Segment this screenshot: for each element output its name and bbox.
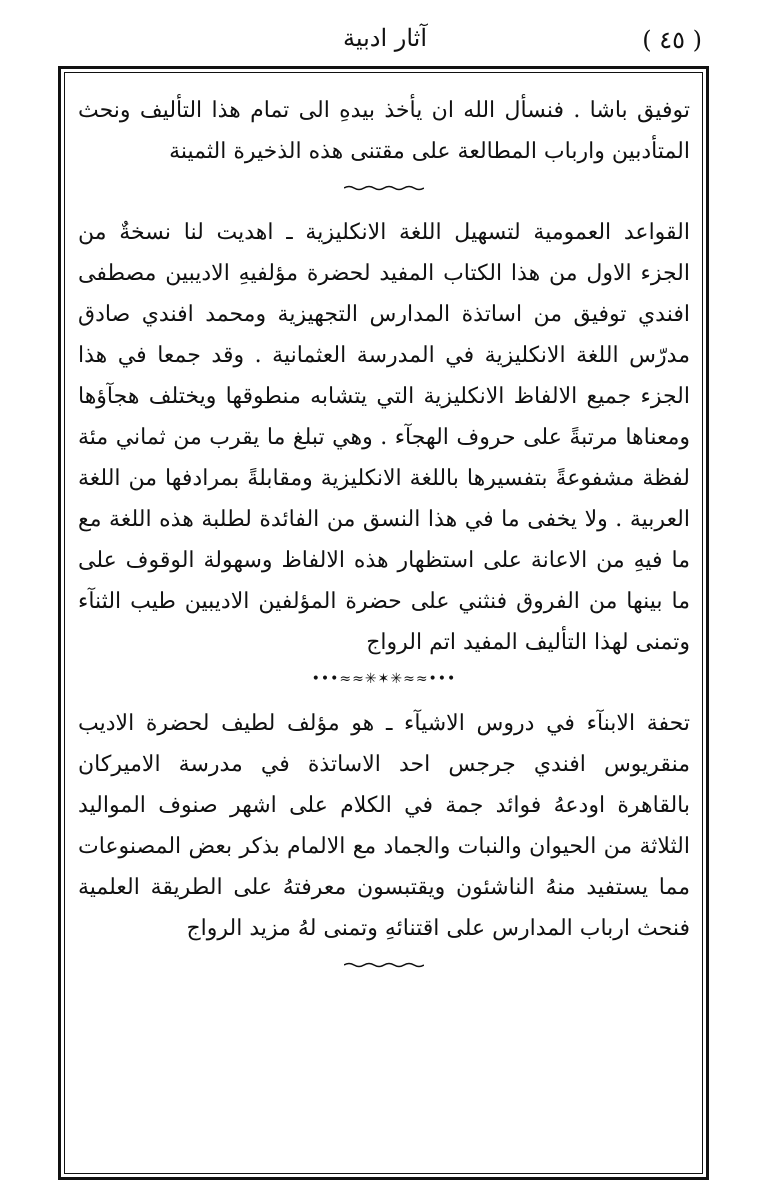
page-number: ( ٤٥ ) [642,26,702,54]
paragraph-object-lessons-review: تحفة الابنآء في دروس الاشيآء ـ هو مؤلف لطيف لحضرة الاديب منقريوس افندي جرجس احد الاساتذة في مدرسة الاميركان بالقاهرة اودعهُ فوائد جمة في الكلام على اشهر صنوف المواليد الثلاثة من الحيوان والنبات والجماد مع الالمام بذكر بعض المصنوعات مما يستفيد منهُ الناشئون ويقتبسون معرفتهُ على الطريقة العلمية فنحث ارباب المدارس على اقتنائهِ وتمنى لهُ مزيد الرواج [78,711,690,941]
running-title: آثار ادبية [342,24,428,52]
paragraph-closing-note: توفيق باشا . فنسأل الله ان يأخذ بيدهِ الى تمام هذا التأليف ونحث المتأدبين وارباب المطالعة على مقتنى هذه الذخيرة الثمينة [78,98,690,164]
section-divider-ornament-3 [78,955,690,975]
wavy-rule-icon [344,962,424,968]
page-body [78,90,690,989]
paragraph-english-grammar-review: القواعد العمومية لتسهيل اللغة الانكليزية ـ اهديت لنا نسخةٌ من الجزء الاول من هذا الكتاب المفيد لحضرة مؤلفيهِ الاديبين مصطفى افندي توفيق من اساتذة المدارس التجهيزية ومحمد افندي صادق مدرّس اللغة الانكليزية في المدرسة العثمانية . وقد جمعا في هذا الجزء جميع الالفاظ الانكليزية التي يتشابه منطوقها ويختلف هجآؤها ومعناها مرتبةً على حروف الهجآء . وهي تبلغ ما يقرب من ثماني مئة لفظة مشفوعةً بتفسيرها باللغة الانكليزية ومقابلةً بمرادفها من اللغة العربية . ولا يخفى ما في هذا النسق من الفائدة لطلبة هذه اللغة مع ما فيهِ من الاعانة على استظهار هذه الالفاظ وسهولة الوقوف على ما بينها من الفروق فنثني على حضرة المؤلفين الاديبين طيب الثنآء وتمنى لهذا التأليف المفيد اتم الرواج [78,220,690,655]
running-head [60,22,710,62]
wavy-rule-icon [344,185,424,191]
section-divider-ornament-1 [78,178,690,198]
section-divider-ornament-2: •••≈≈✳✶✳≈≈••• [311,671,457,687]
